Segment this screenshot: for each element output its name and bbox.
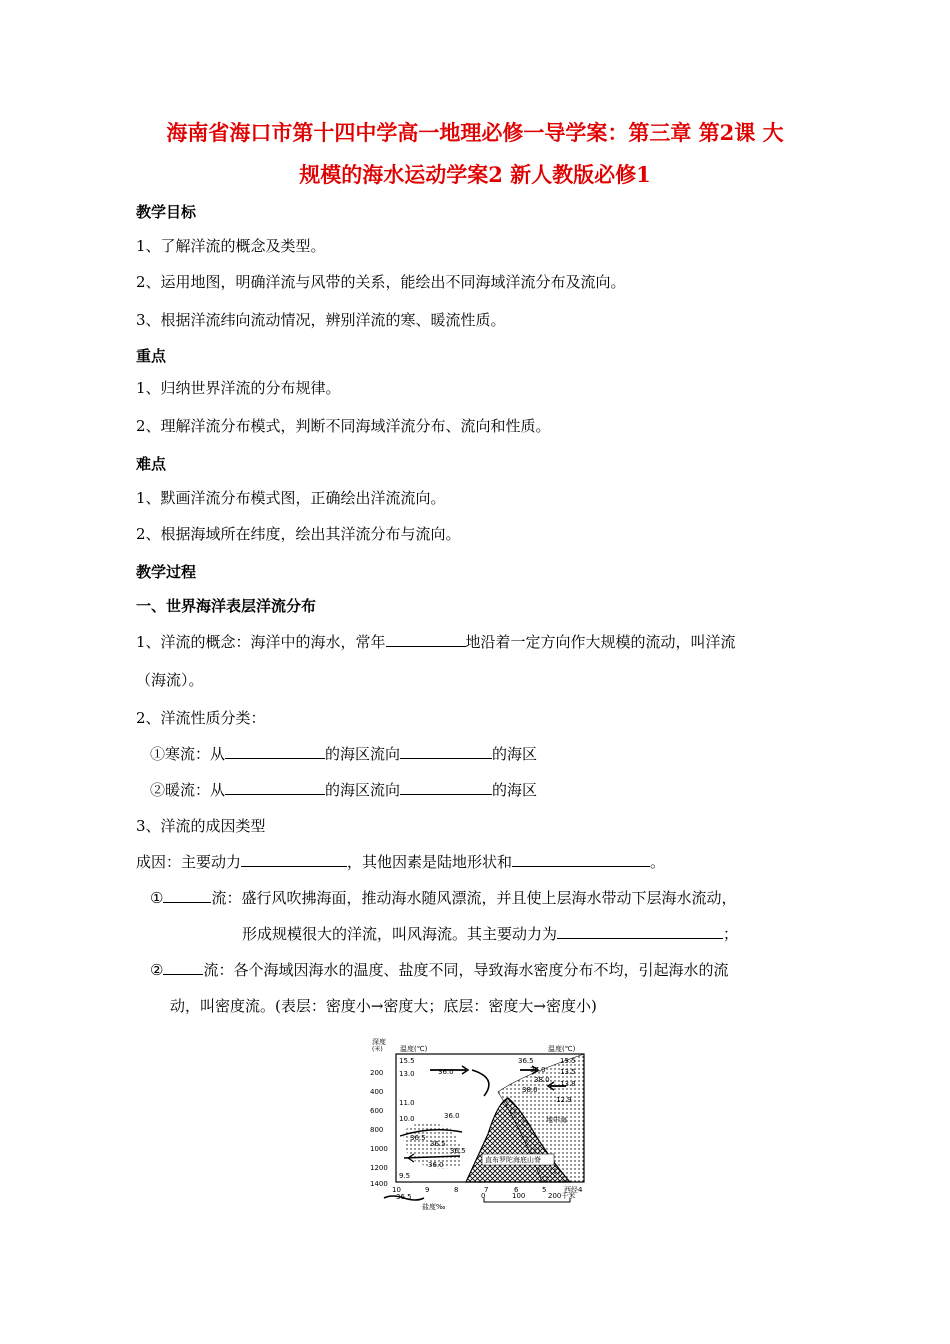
salinity-value: 36.5 [430, 1140, 446, 1148]
longitude-tick: 5 [542, 1186, 547, 1194]
wind-current-line [150, 888, 736, 908]
difficult-points-heading: 难点 [136, 455, 167, 473]
concept-text-b: 地沿着一定方向作大规模的流动，叫洋流 [465, 633, 736, 651]
fill-blank[interactable] [163, 960, 203, 975]
scale-tick: 0 [481, 1192, 486, 1200]
temperature-value: 10.0 [399, 1115, 415, 1123]
goal-item: 2、运用地图，明确洋流与风带的关系，能绘出不同海域洋流分布及流向。 [136, 273, 626, 291]
fill-blank[interactable] [225, 744, 325, 759]
salinity-value: 38.0 [534, 1076, 550, 1084]
key-point-item: 2、理解洋流分布模式，判断不同海域洋流分布、流向和性质。 [136, 417, 551, 435]
salinity-value: 38.0 [522, 1086, 538, 1094]
wind-text-d: ； [723, 925, 739, 943]
cause-line [136, 852, 665, 872]
fill-blank[interactable] [241, 852, 347, 867]
wind-current-continued [242, 924, 738, 944]
fill-blank[interactable] [225, 780, 325, 795]
longitude-tick: 9 [425, 1186, 430, 1194]
temperature-value: 9.5 [399, 1172, 411, 1180]
longitude-tick: 10 [392, 1186, 401, 1194]
wind-text-a: ① [150, 889, 164, 907]
depth-tick: 1400 [370, 1180, 388, 1188]
cold-current-line [150, 744, 537, 764]
salinity-value: 36.5 [450, 1147, 466, 1155]
depth-tick: 1200 [370, 1164, 388, 1172]
temperature-label-left: 温度(℃) [400, 1045, 428, 1053]
depth-label: 深度 [372, 1038, 386, 1046]
scale-tick: 100 [512, 1192, 526, 1200]
legend-label: 盐度‰ [422, 1203, 446, 1211]
mediterranean-label: 地中海 [546, 1116, 567, 1124]
classification-heading: 2、洋流性质分类： [136, 709, 266, 727]
density-text-a: ② [150, 961, 164, 979]
key-points-heading: 重点 [136, 347, 167, 365]
density-text-b: 流：各个海域因海水的温度、盐度不同，导致海水密度分布不均，引起海水的流 [203, 961, 729, 979]
cause-types-heading: 3、洋流的成因类型 [136, 817, 266, 835]
warm-current-line [150, 780, 537, 800]
depth-tick: 600 [370, 1107, 384, 1115]
salinity-value: 36.0 [444, 1112, 460, 1120]
temperature-value: 15.5 [560, 1057, 576, 1065]
scale-tick: 200千米 [548, 1192, 576, 1200]
salinity-value: 36.5 [410, 1134, 426, 1142]
cold-text-b: 的海区流向 [325, 745, 401, 763]
wind-text-b: 流：盛行风吹拂海面，推动海水随风漂流，并且使上层海水带动下层海水流动， [211, 889, 737, 907]
difficult-point-item: 2、根据海域所在纬度，绘出其洋流分布与流向。 [136, 525, 461, 543]
longitude-tick: 6 [514, 1186, 519, 1194]
density-current-line [150, 960, 728, 980]
fill-blank[interactable] [386, 632, 466, 647]
longitude-tick: 8 [454, 1186, 459, 1194]
cause-text-a: 成因：主要动力 [136, 853, 242, 871]
cold-text-a: ①寒流：从 [150, 745, 226, 763]
inflow-curve [472, 1070, 489, 1096]
temperature-value: 15.5 [399, 1057, 415, 1065]
warm-text-c: 的海区 [492, 781, 538, 799]
difficult-point-item: 1、默画洋流分布模式图，正确绘出洋流流向。 [136, 489, 446, 507]
concept-continued: （海流）。 [136, 671, 204, 689]
longitude-tick: 西经4 [564, 1186, 583, 1194]
warm-text-b: 的海区流向 [325, 781, 401, 799]
gibraltar-section-diagram [370, 1036, 600, 1212]
depth-tick: 800 [370, 1126, 384, 1134]
temperature-value: 13.0 [399, 1070, 415, 1078]
temperature-value: 12.9 [556, 1096, 572, 1104]
legend-value: 36.5 [396, 1193, 412, 1201]
part1-heading: 一、世界海洋表层洋流分布 [136, 597, 317, 615]
salinity-value: 36.5 [518, 1057, 534, 1065]
fill-blank[interactable] [163, 888, 211, 903]
ridge-label: 直布罗陀海底山脊 [485, 1156, 541, 1164]
fill-blank[interactable] [557, 924, 723, 939]
document-title-line2: 规模的海水运动学案2 新人教版必修1 [299, 162, 651, 187]
key-point-item: 1、归纳世界洋流的分布规律。 [136, 379, 341, 397]
temperature-value: 11.0 [399, 1099, 415, 1107]
fill-blank[interactable] [400, 744, 492, 759]
cold-text-c: 的海区 [492, 745, 538, 763]
fill-blank[interactable] [512, 852, 650, 867]
depth-tick: 400 [370, 1088, 384, 1096]
fill-blank[interactable] [400, 780, 492, 795]
longitude-tick: 7 [484, 1186, 489, 1194]
process-heading: 教学过程 [136, 563, 197, 581]
temperature-value: 13.8 [560, 1080, 576, 1088]
temperature-label-right: 温度(℃) [548, 1045, 576, 1053]
depth-tick: 200 [370, 1069, 384, 1077]
concept-line [136, 632, 736, 652]
goal-item: 3、根据洋流纬向流动情况，辨别洋流的寒、暖流性质。 [136, 311, 506, 329]
cause-text-b: ，其他因素是陆地形状和 [347, 853, 513, 871]
salinity-value: 36.0 [428, 1161, 444, 1169]
cause-text-c: 。 [650, 853, 666, 871]
salinity-value: 36.0 [438, 1068, 454, 1076]
goals-heading: 教学目标 [136, 203, 197, 221]
concept-text-a: 1、洋流的概念：海洋中的海水，常年 [136, 633, 386, 651]
depth-tick: 1000 [370, 1145, 388, 1153]
density-current-continued: 动，叫密度流。(表层：密度小→密度大；底层：密度大→密度小) [170, 997, 597, 1015]
warm-text-a: ②暖流：从 [150, 781, 226, 799]
depth-unit: (米) [372, 1046, 383, 1053]
temperature-value: 13.5 [560, 1068, 576, 1076]
document-title-line1: 海南省海口市第十四中学高一地理必修一导学案：第三章 第2课 大 [166, 120, 784, 145]
goal-item: 1、了解洋流的概念及类型。 [136, 237, 326, 255]
wind-text-c: 形成规模很大的洋流，叫风海流。其主要动力为 [242, 925, 558, 943]
salinity-value: 37.0 [530, 1066, 546, 1074]
